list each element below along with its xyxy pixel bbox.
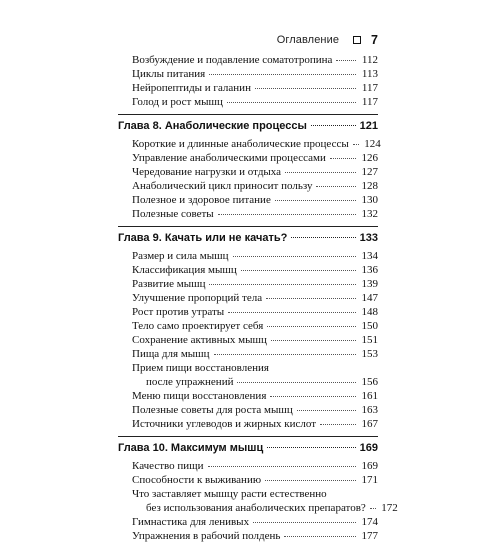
toc-entry-first-line[interactable] (132, 487, 378, 501)
dot-leader (370, 508, 376, 509)
chapter-heading-8[interactable] (118, 114, 378, 133)
toc-entry-title: Полезные советы (132, 208, 214, 220)
toc-entry[interactable] (132, 291, 378, 305)
toc-entry[interactable] (132, 333, 378, 347)
toc-entry-title: Классификация мышц (132, 264, 237, 276)
chapter-title: Глава 10. Максимум мышц (118, 442, 264, 454)
toc-entry-page: 130 (361, 194, 378, 206)
dot-leader (270, 396, 356, 397)
toc-entry[interactable] (132, 67, 378, 81)
dot-leader (214, 354, 356, 355)
dot-leader (228, 312, 356, 313)
dot-leader (237, 382, 356, 383)
chapter-title: Глава 9. Качать или не качать? (118, 232, 288, 244)
toc-entry-page: 124 (364, 138, 381, 150)
toc-entry-page: 128 (361, 180, 378, 192)
toc-entry[interactable] (132, 249, 378, 263)
toc-entry-title: Что заставляет мышцу расти естественно (132, 488, 327, 500)
toc-entry-title: Упражнения в рабочий полдень (132, 530, 281, 542)
toc-entry-title-continued: без использования анаболических препаратов? (146, 502, 366, 514)
toc-entry-first-line[interactable] (132, 361, 378, 375)
dot-leader (291, 237, 355, 238)
toc-entry-page: 163 (361, 404, 378, 416)
toc-entry-title: Размер и сила мышц (132, 250, 229, 262)
dot-leader (311, 125, 356, 126)
page-number: 7 (371, 33, 378, 47)
toc-entry-page: 177 (361, 530, 378, 542)
running-head-title: Оглавление (276, 34, 340, 46)
toc-entry-title: Тело само проектирует себя (132, 320, 264, 332)
toc-entry-title: Полезные советы для роста мышц (132, 404, 293, 416)
dot-leader (271, 340, 356, 341)
dot-leader (253, 522, 356, 523)
toc-entry-title: Управление анаболическими процессами (132, 152, 326, 164)
toc-entry-title: Способности к выживанию (132, 474, 262, 486)
toc-entry-title: Полезное и здоровое питание (132, 194, 271, 206)
toc-entry[interactable] (132, 459, 378, 473)
toc-entry-page: 112 (361, 54, 378, 66)
toc-entry-title: Гимнастика для ленивых (132, 516, 250, 528)
toc-entry[interactable] (132, 515, 378, 529)
dot-leader (227, 102, 356, 103)
toc-entry[interactable] (132, 263, 378, 277)
toc-entry-page: 117 (361, 82, 378, 94)
toc-entry[interactable] (132, 53, 378, 67)
chapter-page: 169 (359, 442, 378, 454)
toc-entry-page: 147 (361, 292, 378, 304)
toc-entry[interactable] (132, 319, 378, 333)
dot-leader (330, 158, 356, 159)
toc-entry-title: Возбуждение и подавление соматотропина (132, 54, 333, 66)
toc-entry-title: Развитие мышц (132, 278, 206, 290)
toc-entry-page: 153 (361, 348, 378, 360)
dot-leader (241, 270, 356, 271)
toc-entry-title: Качество пищи (132, 460, 204, 472)
toc-entry-page: 117 (361, 96, 378, 108)
dot-leader (275, 200, 356, 201)
toc-entry-title-continued: после упражнений (146, 376, 234, 388)
toc-entry-continuation[interactable] (146, 375, 378, 389)
toc-entry-page: 127 (361, 166, 378, 178)
toc-entry-title: Голод и рост мышц (132, 96, 223, 108)
toc-entry-page: 132 (361, 208, 378, 220)
toc-entry-page: 113 (361, 68, 378, 80)
dot-leader (209, 74, 356, 75)
chapter-title: Глава 8. Анаболические процессы (118, 120, 307, 132)
dot-leader (218, 214, 356, 215)
toc-entry-title: Пища для мышц (132, 348, 210, 360)
toc-entry[interactable] (132, 137, 381, 151)
dot-leader (265, 480, 356, 481)
chapter-page: 121 (359, 120, 378, 132)
toc-entry-page: 172 (381, 502, 398, 514)
toc-entry[interactable] (132, 95, 378, 109)
toc-entry-title: Сохранение активных мышц (132, 334, 267, 346)
toc-entry[interactable] (132, 277, 378, 291)
toc-entry[interactable] (132, 165, 378, 179)
dot-leader (208, 466, 356, 467)
toc-entry-page: 174 (361, 516, 378, 528)
toc-entry-title: Меню пищи восстановления (132, 390, 267, 402)
toc-entry-title: Источники углеводов и жирных кислот (132, 418, 317, 430)
toc-entry[interactable] (132, 389, 378, 403)
dot-leader (255, 88, 356, 89)
toc-entry-title: Анаболический цикл приносит пользу (132, 180, 313, 192)
toc-entry-page: 167 (361, 418, 378, 430)
toc-entry[interactable] (132, 207, 378, 221)
toc-entry[interactable] (132, 347, 378, 361)
toc-entry-title: Короткие и длинные анаболические процессы (132, 138, 349, 150)
toc-entry-page: 134 (361, 250, 378, 262)
toc-entry[interactable] (132, 305, 378, 319)
toc-entry[interactable] (132, 151, 378, 165)
chapter-page: 133 (359, 232, 378, 244)
dot-leader (320, 424, 356, 425)
toc-entry[interactable] (132, 179, 378, 193)
toc-entry-title: Нейропептиды и галанин (132, 82, 251, 94)
toc-entry-continuation[interactable] (146, 501, 398, 515)
toc-entry-title: Прием пищи восстановления (132, 362, 269, 374)
toc-entry[interactable] (132, 529, 378, 543)
toc-entry-page: 139 (361, 278, 378, 290)
toc-entry-title: Улучшение пропорций тела (132, 292, 263, 304)
dot-leader (353, 144, 359, 145)
dot-leader (209, 284, 356, 285)
toc-entry[interactable] (132, 417, 378, 431)
dot-leader (297, 410, 356, 411)
chapter-heading-9[interactable] (118, 226, 378, 245)
toc-entry-title: Циклы питания (132, 68, 206, 80)
toc-entry[interactable] (132, 193, 378, 207)
table-of-contents (118, 53, 398, 543)
toc-entry-title: Чередование нагрузки и отдыха (132, 166, 282, 178)
toc-entry[interactable] (132, 403, 378, 417)
dot-leader (233, 256, 356, 257)
toc-entry-page: 148 (361, 306, 378, 318)
toc-entry-page: 171 (361, 474, 378, 486)
toc-entry-page: 156 (361, 376, 378, 388)
running-head (277, 33, 378, 47)
dot-leader (267, 447, 355, 448)
chapter-heading-10[interactable] (118, 436, 378, 455)
toc-entry-page: 151 (361, 334, 378, 346)
dot-leader (336, 60, 356, 61)
dot-leader (284, 536, 356, 537)
toc-entry-page: 169 (361, 460, 378, 472)
toc-entry[interactable] (132, 473, 378, 487)
toc-entry-page: 161 (361, 390, 378, 402)
dot-leader (316, 186, 356, 187)
dot-leader (285, 172, 356, 173)
dot-leader (267, 326, 356, 327)
toc-entry-page: 150 (361, 320, 378, 332)
toc-entry[interactable] (132, 81, 378, 95)
toc-entry-title: Рост против утраты (132, 306, 225, 318)
dot-leader (266, 298, 356, 299)
square-bullet-icon (353, 36, 361, 44)
toc-entry-page: 126 (361, 152, 378, 164)
toc-entry-page: 136 (361, 264, 378, 276)
